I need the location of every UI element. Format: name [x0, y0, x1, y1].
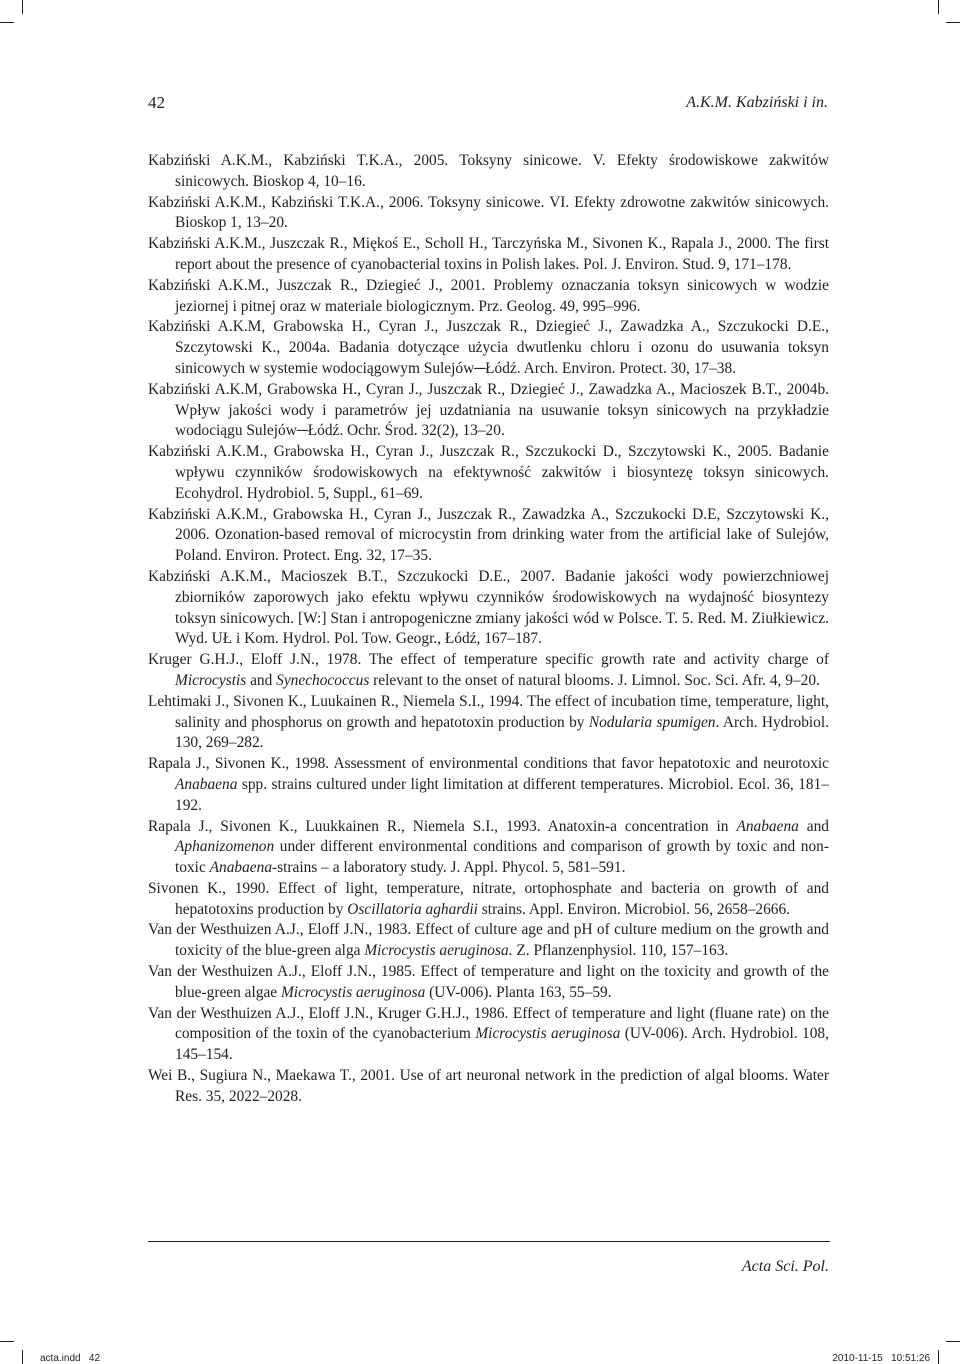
reference-list — [148, 151, 829, 1108]
reference-text: Kabziński A.K.M., Juszczak R., Miękoś E., Scholl H., Tarczyńska M., Sivonen K., Rapala J., 2000. The first report about the presence of cyanobacterial toxins in Polish lakes. Pol. J. Environ. Stud. 9, 171–178. — [148, 235, 829, 273]
reference-text: (UV-006). Planta 163, 55–59. — [425, 983, 612, 1001]
crop-mark-bottom-left — [22, 1350, 23, 1364]
reference-text: . Z. Pflanzenphysiol. 110, 157–163. — [508, 942, 729, 960]
reference-text: Kabziński A.K.M., Kabziński T.K.A., 2006. Toksyny sinicowe. VI. Efekty zdrowotne zakwitów sinicowych. Bioskop 1, 13–20. — [148, 193, 829, 232]
reference-entry — [148, 442, 829, 504]
species-name: Microcystis aeruginosa — [280, 983, 426, 1001]
reference-text: Rapala J., Sivonen K., 1998. Assessment of environmental conditions that favor hepatotoxic and neurotoxic — [148, 755, 829, 773]
reference-text: strains. Appl. Environ. Microbiol. 56, 2658–2666. — [477, 900, 791, 918]
reference-entry — [148, 151, 829, 193]
species-name: Anabaena — [209, 859, 273, 877]
reference-text: Kabziński A.K.M., Juszczak R., Dziegieć J., 2001. Problemy oznaczania toksyn sinicowych w wodzie jeziornej i pitnej oraz w materiale biologicznym. Prz. Geolog. 49, 995–996. — [148, 276, 829, 315]
reference-entry — [148, 1066, 829, 1108]
reference-text: relevant to the onset of natural blooms. J. Limnol. Soc. Sci. Afr. 4, 9–20. — [369, 671, 820, 689]
reference-entry — [148, 879, 829, 921]
crop-mark-left-bottom — [0, 1341, 14, 1342]
reference-entry — [148, 650, 829, 692]
page-number: 42 — [148, 93, 165, 112]
reference-entry — [148, 962, 829, 1004]
crop-mark-left-top — [0, 22, 14, 23]
print-slug-timestamp: 2010-11-15 10:51:26 — [832, 1353, 930, 1364]
print-slug-file: acta.indd 42 — [40, 1353, 101, 1364]
species-name: Aphanizomenon — [175, 838, 275, 856]
reference-entry — [148, 567, 829, 650]
crop-mark-bottom-right — [938, 1350, 939, 1364]
reference-entry — [148, 234, 829, 276]
species-name: Microcystis aeruginosa — [364, 942, 509, 960]
reference-text: Wei B., Sugiura N., Maekawa T., 2001. Use of art neuronal network in the prediction of algal blooms. Water Res. 35, 2022–2028. — [148, 1067, 829, 1105]
reference-entry — [148, 817, 829, 879]
species-name: Microcystis — [175, 671, 247, 689]
species-name: Nodularia spumigen — [588, 713, 716, 731]
reference-entry — [148, 1004, 829, 1066]
crop-mark-top-left — [22, 0, 23, 14]
reference-entry — [148, 920, 829, 962]
reference-entry — [148, 317, 829, 379]
reference-entry — [148, 505, 829, 567]
reference-text: Van der Westhuizen A.J., Eloff J.N., Kruger G.H.J., 1986. Effect of temperature and light (fluane rate) on the composition of the toxin of the cyanobacterium — [148, 1004, 829, 1043]
species-name: Microcystis aeruginosa — [475, 1025, 621, 1043]
reference-text: -strains – a laboratory study. J. Appl. Phycol. 5, 581–591. — [272, 859, 626, 877]
crop-mark-right-bottom — [946, 1341, 960, 1342]
reference-text: and — [246, 671, 277, 689]
reference-text: Kabziński A.K.M., Grabowska H., Cyran J., Juszczak R., Zawadzka A., Szczukocki D.E, Szczytowski K., 2006. Ozonation-based removal of microcystin from drinking water from the artificial lake of Sulejów, Poland. Environ. Protect. Eng. 32, 17–35. — [148, 505, 829, 565]
reference-entry — [148, 380, 829, 442]
reference-entry — [148, 276, 829, 318]
running-head: A.K.M. Kabziński i in. — [686, 94, 828, 111]
reference-entry — [148, 193, 829, 235]
journal-name: Acta Sci. Pol. — [741, 1258, 829, 1275]
reference-text: Rapala J., Sivonen K., Luukkainen R., Niemela S.I., 1993. Anatoxin-a concentration in — [148, 817, 737, 835]
reference-text: Kabziński A.K.M, Grabowska H., Cyran J., Juszczak R., Dziegieć J., Zawadzka A., Szczukocki D.E., Szczytowski K., 2004a. Badania dotyczące użycia dwutlenku chloru i ozonu do usuwania toksyn sinicowych w systemie wodociągowym Sulejów─Łódź. Arch. Environ. Protect. 30, 17–38. — [148, 318, 829, 377]
reference-text: Lehtimaki J., Sivonen K., Luukainen R., Niemela S.I., 1994. The effect of incubation time, temperature, light, salinity and phosphorus on growth and hepatotoxin production by — [148, 692, 829, 731]
reference-text: Van der Westhuizen A.J., Eloff J.N., 1983. Effect of culture age and pH of culture medium on the growth and toxicity of the blue-green alga — [148, 921, 829, 960]
reference-text: spp. strains cultured under light limitation at different temperatures. Microbiol. Ecol. 36, 181–192. — [175, 775, 829, 814]
reference-text: Van der Westhuizen A.J., Eloff J.N., 1985. Effect of temperature and light on the toxicity and growth of the blue-green algae — [148, 963, 829, 1001]
reference-text: Kabziński A.K.M, Grabowska H., Cyran J., Juszczak R., Dziegieć J., Zawadzka A., Macioszek B.T., 2004b. Wpływ jakości wody i parametrów jej uzdatniania na usuwanie toksyn sinicowych na przykładzie wodociągu Sulejów─Łódź. Ochr. Środ. 32(2), 13–20. — [148, 380, 829, 440]
reference-text: Kabziński A.K.M., Grabowska H., Cyran J., Juszczak R., Szczukocki D., Szczytowski K., 2005. Badanie wpływu czynników środowiskowych na efektywność zakwitów i biosyntezę toksyn sinicowych. Ecohydrol. Hydrobiol. 5, Suppl., 61–69. — [148, 443, 829, 502]
footer-rule — [148, 1241, 830, 1242]
reference-text: Kruger G.H.J., Eloff J.N., 1978. The effect of temperature specific growth rate and activity charge of — [148, 651, 829, 669]
reference-text: Kabziński A.K.M., Macioszek B.T., Szczukocki D.E., 2007. Badanie jakości wody powierzchniowej zbiorników zaporowych jako efektu wpływu czynników środowiskowych na wydajność biosyntezy toksyn sinicowych. [W:] Stan i antropogeniczne zmiany jakości wód w Polsce. T. 5. Red. M. Ziułkiewicz. Wyd. UŁ i Kom. Hydrol. Pol. Tow. Geogr., Łódź, 167–187. — [148, 567, 829, 648]
species-name: Anabaena — [175, 775, 238, 793]
species-name: Oscillatoria aghardii — [347, 900, 478, 918]
reference-text: and — [798, 817, 829, 835]
reference-text: (UV-006). Arch. Hydrobiol. 108, 145–154. — [175, 1025, 829, 1064]
species-name: Synechococcus — [276, 671, 370, 689]
crop-mark-top-right — [938, 0, 939, 14]
crop-mark-right-top — [946, 22, 960, 23]
reference-text: under different environmental conditions and comparison of growth by toxic and non-toxic — [175, 838, 829, 877]
reference-entry — [148, 754, 829, 816]
reference-entry — [148, 692, 829, 754]
reference-text: Kabziński A.K.M., Kabziński T.K.A., 2005. Toksyny sinicowe. V. Efekty środowiskowe zakwitów sinicowych. Bioskop 4, 10–16. — [148, 152, 829, 190]
species-name: Anabaena — [736, 817, 799, 835]
reference-text: Sivonen K., 1990. Effect of light, temperature, nitrate, ortophosphate and bacteria on growth of and hepatotoxins production by — [148, 879, 829, 918]
reference-text: . Arch. Hydrobiol. 130, 269–282. — [175, 713, 829, 752]
